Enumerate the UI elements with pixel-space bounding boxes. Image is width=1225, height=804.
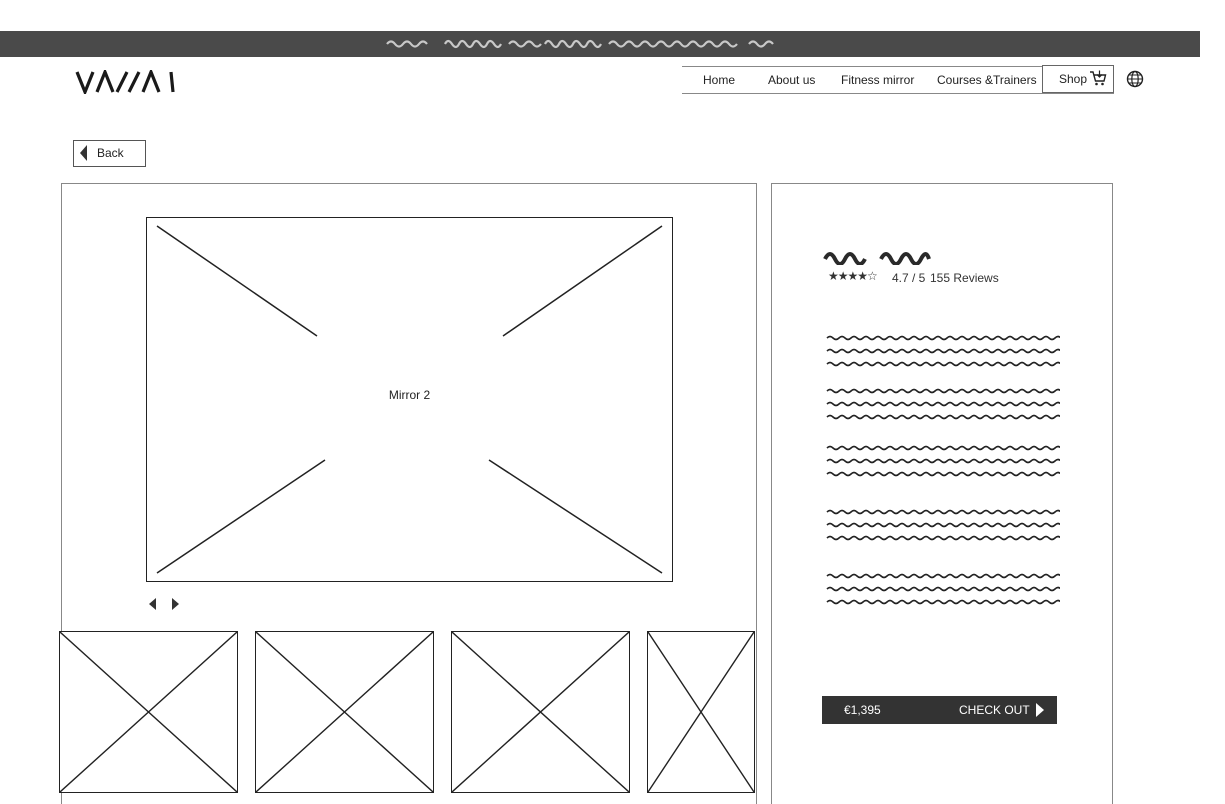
rating-value: 4.7 / 5	[892, 271, 926, 285]
thumbnail-1[interactable]	[59, 631, 238, 793]
checkout-label: CHECK OUT	[959, 703, 1030, 717]
description-paragraph	[825, 570, 1060, 608]
back-button-label: Back	[97, 146, 124, 160]
top-banner	[0, 31, 1200, 57]
product-title-scribble	[823, 249, 931, 265]
image-placeholder-icon	[256, 632, 433, 792]
cart-icon	[1089, 69, 1107, 87]
description-paragraph	[825, 442, 1060, 480]
globe-icon[interactable]	[1126, 70, 1144, 88]
thumbnail-3[interactable]	[451, 631, 630, 793]
play-arrow-icon	[1036, 703, 1044, 717]
nav-shop-label: Shop	[1059, 72, 1088, 86]
main-nav	[682, 66, 1114, 94]
image-placeholder-icon	[452, 632, 629, 792]
banner-text-scribble	[385, 37, 777, 51]
nav-fitness-mirror[interactable]: Fitness mirror	[841, 73, 915, 87]
nav-about-us[interactable]: About us	[768, 73, 816, 87]
product-price: €1,395	[844, 703, 881, 717]
description-paragraph	[825, 506, 1060, 544]
thumbnail-2[interactable]	[255, 631, 434, 793]
nav-courses-trainers[interactable]: Courses &Trainers	[937, 73, 1037, 87]
description-paragraph	[825, 332, 1060, 370]
thumbnail-4[interactable]	[647, 631, 755, 793]
rating-stars-icon: ★★★★☆	[828, 269, 877, 283]
arrow-left-icon[interactable]	[149, 598, 156, 610]
nav-home[interactable]: Home	[703, 73, 736, 87]
description-paragraph	[825, 385, 1060, 423]
back-arrow-icon	[80, 145, 87, 161]
back-button[interactable]	[73, 140, 146, 167]
image-placeholder-icon	[60, 632, 237, 792]
nav-shop-button[interactable]	[1042, 65, 1114, 93]
checkout-button[interactable]	[822, 696, 1057, 724]
main-product-image	[146, 217, 673, 582]
reviews-link[interactable]: 155 Reviews	[930, 271, 999, 285]
arrow-right-icon[interactable]	[172, 598, 179, 610]
main-image-label: Mirror 2	[388, 388, 431, 402]
brand-logo[interactable]	[75, 70, 175, 94]
image-placeholder-icon	[648, 632, 754, 792]
